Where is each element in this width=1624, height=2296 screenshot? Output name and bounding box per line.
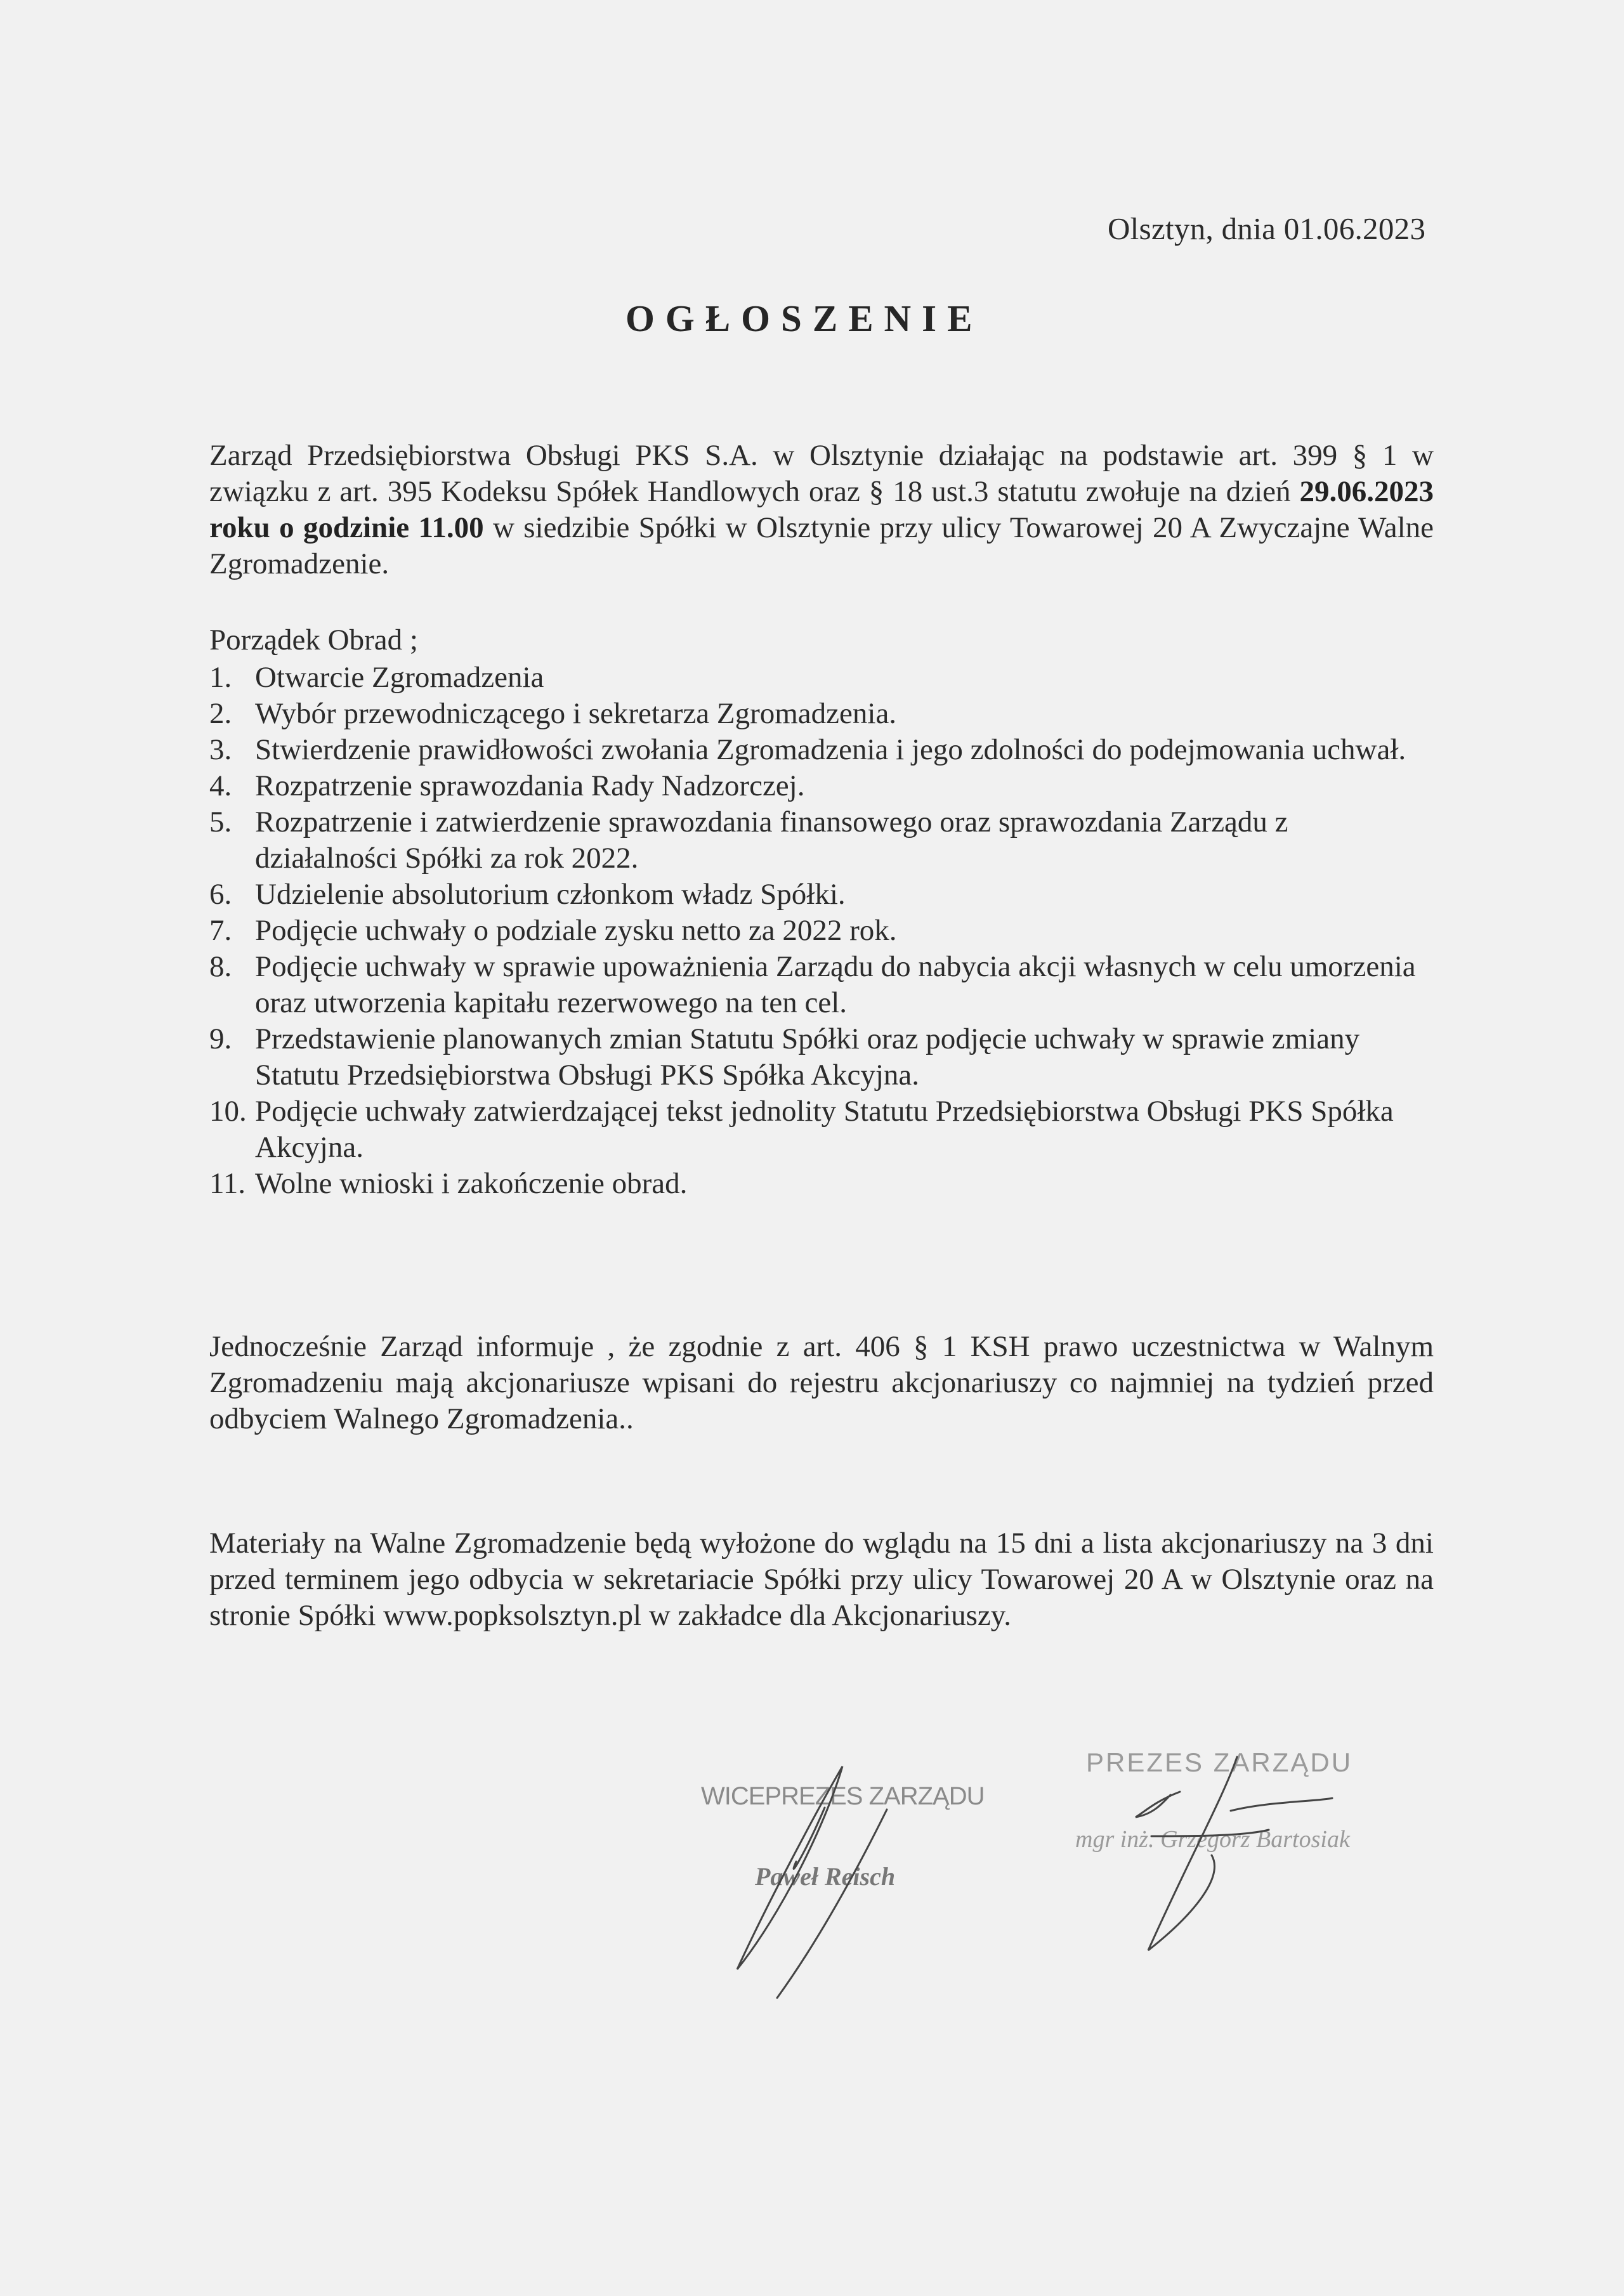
- agenda-item-text: Podjęcie uchwały w sprawie upoważnienia Zarządu do nabycia akcji własnych w celu umorzenia oraz utworzenia kapitału rezerwowego na ten cel.: [255, 950, 1416, 1019]
- document-title: OGŁOSZENIE: [625, 297, 983, 339]
- agenda-item: [209, 696, 1434, 732]
- agenda-item-number: 10.: [209, 1095, 247, 1128]
- agenda-item-text: Udzielenie absolutorium członkom władz Spółki.: [255, 878, 846, 911]
- vice-president-stamp-title: WICEPREZES ZARZĄDU: [701, 1782, 985, 1810]
- agenda-item-text: Otwarcie Zgromadzenia: [255, 661, 544, 694]
- agenda-item-number: 9.: [209, 1022, 232, 1055]
- agenda-item: [209, 804, 1434, 877]
- agenda-item-text: Wybór przewodniczącego i sekretarza Zgromadzenia.: [255, 697, 897, 730]
- agenda-item: [209, 768, 1434, 804]
- agenda-item-number: 5.: [209, 806, 232, 838]
- vice-president-stamp-name: Paweł Reisch: [755, 1862, 896, 1891]
- agenda-item-number: 7.: [209, 914, 232, 947]
- president-stamp-name: mgr inż. Grzegorz Bartosiak: [1075, 1826, 1350, 1853]
- agenda-heading: Porządek Obrad ;: [209, 623, 418, 656]
- president-signature: [1136, 1757, 1332, 1950]
- agenda-item-text: Podjęcie uchwały o podziale zysku netto za 2022 rok.: [255, 914, 897, 947]
- participation-paragraph: Jednocześnie Zarząd informuje , że zgodnie z art. 406 § 1 KSH prawo uczestnictwa w Walnym Zgromadzeniu mają akcjonariusze wpisani do rejestru akcjonariuszy co najmniej na tydzień przed odbyciem Walnego Zgromadzenia..: [209, 1330, 1434, 1435]
- agenda-item-text: Rozpatrzenie sprawozdania Rady Nadzorczej.: [255, 769, 805, 802]
- meeting-datetime: 29.06.2023 roku o godzinie 11.00: [209, 475, 1434, 544]
- agenda-item: [209, 1093, 1434, 1166]
- agenda-item-text: Wolne wnioski i zakończenie obrad.: [255, 1167, 688, 1200]
- agenda-item-number: 8.: [209, 950, 232, 983]
- president-stamp-title: PREZES ZARZĄDU: [1086, 1747, 1353, 1777]
- agenda-item-number: 11.: [209, 1167, 246, 1200]
- agenda-item-text: Przedstawienie planowanych zmian Statutu Spółki oraz podjęcie uchwały w sprawie zmiany Statutu Przedsiębiorstwa Obsługi PKS Spółka Akcyjna.: [255, 1022, 1360, 1092]
- place-date: Olsztyn, dnia 01.06.2023: [1108, 211, 1426, 246]
- agenda-item: [209, 877, 1434, 913]
- agenda-item-number: 1.: [209, 661, 232, 694]
- intro-paragraph: [209, 438, 1434, 582]
- agenda-item: [209, 1021, 1434, 1093]
- intro-text-1: Zarząd Przedsiębiorstwa Obsługi PKS S.A. w Olsztynie działając na podstawie art. 399 § 1 w związku z art. 395 Kodeksu Spółek Handlowych oraz § 18 ust.3 statutu zwołuje na dzień: [209, 439, 1434, 508]
- agenda-item: [209, 949, 1434, 1021]
- agenda-list: [209, 660, 1434, 1202]
- agenda-item-number: 2.: [209, 697, 232, 730]
- intro-text-2: w siedzibie Spółki w Olsztynie przy ulicy Towarowej 20 A Zwyczajne Walne Zgromadzenie.: [209, 511, 1434, 580]
- agenda-item: [209, 660, 1434, 696]
- agenda-item: [209, 913, 1434, 949]
- agenda-item-text: Podjęcie uchwały zatwierdzającej tekst jednolity Statutu Przedsiębiorstwa Obsługi PKS Spółka Akcyjna.: [255, 1095, 1394, 1164]
- agenda-item-number: 3.: [209, 733, 232, 766]
- agenda-item: [209, 1166, 1434, 1202]
- agenda-item: [209, 732, 1434, 768]
- agenda-item-text: Rozpatrzenie i zatwierdzenie sprawozdania finansowego oraz sprawozdania Zarządu z działalności Spółki za rok 2022.: [255, 806, 1288, 875]
- agenda-item-text: Stwierdzenie prawidłowości zwołania Zgromadzenia i jego zdolności do podejmowania uchwał.: [255, 733, 1406, 766]
- agenda-item-number: 4.: [209, 769, 232, 802]
- agenda-item-number: 6.: [209, 878, 232, 911]
- materials-paragraph: Materiały na Walne Zgromadzenie będą wyłożone do wglądu na 15 dni a lista akcjonariuszy na 3 dni przed terminem jego odbycia w sekretariacie Spółki przy ulicy Towarowej 20 A w Olsztynie oraz na stronie Spółki www.popksolsztyn.pl w zakładce dla Akcjonariuszy.: [209, 1527, 1434, 1632]
